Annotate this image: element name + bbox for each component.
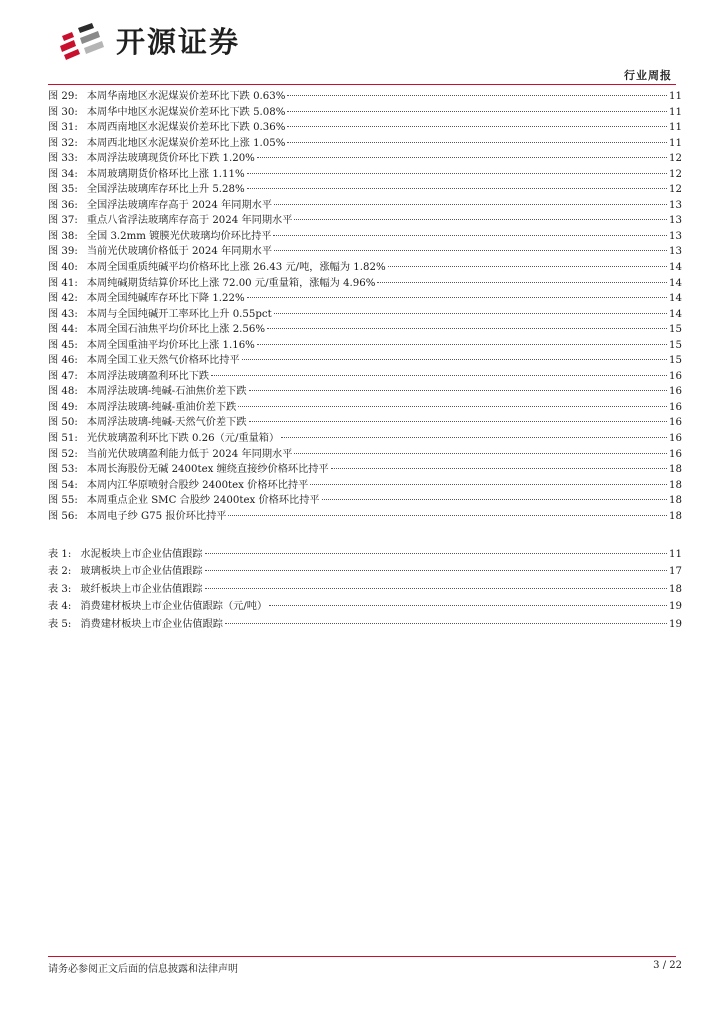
figure-entry[interactable] [48,509,682,525]
dot-leader [273,235,667,236]
figure-entry-title: 全国浮法玻璃库存高于 2024 年同期水平 [86,199,273,211]
figure-entry-number: 图 42: [48,293,78,305]
dot-leader [205,553,667,554]
figure-entry-number: 图 43: [48,308,78,320]
figure-entry-page: 13 [669,246,682,258]
figure-entry-page: 11 [669,91,682,102]
figure-entry-number: 图 44: [48,324,78,336]
figure-entry-title: 本周全国工业天然气价格环比持平 [86,355,240,367]
figure-entry-number: 图 50: [48,417,78,429]
table-entry-page: 11 [669,549,682,560]
figure-entry[interactable] [48,493,682,509]
figure-entry-number: 图 56: [48,510,78,522]
figure-entry-page: 18 [669,510,682,522]
company-name: 开源证券 [116,25,241,59]
dot-leader [281,437,667,438]
figure-entry-number: 图 45: [48,339,78,351]
table-entry[interactable] [48,546,682,563]
company-logo [58,22,240,62]
figure-entry-page: 13 [669,215,682,227]
dot-leader [249,421,668,422]
table-entry-title: 消费建材板块上市企业估值跟踪（元/吨） [80,601,268,613]
table-entry-number: 表 5: [48,618,72,630]
figure-entry-number: 图 32: [48,137,78,149]
figure-entry-title: 全国 3.2mm 镀膜光伏玻璃均价环比持平 [86,230,272,242]
figure-entry-title: 全国浮法玻璃库存环比上升 5.28% [86,184,245,196]
figure-entry-title: 本周浮法玻璃-纯碱-重油价差下跌 [86,401,237,413]
figure-entry-title: 本周纯碱期货结算价环比上涨 72.00 元/重量箱，涨幅为 4.96% [86,277,376,289]
table-entry-number: 表 4: [48,601,72,613]
figure-entry-page: 15 [669,355,682,367]
figure-entry-page: 16 [669,401,682,413]
figure-entry-number: 图 37: [48,215,78,227]
dot-leader [257,344,667,345]
figure-entry[interactable] [48,167,682,183]
figure-entry-page: 11 [669,122,682,134]
figure-entry[interactable] [48,136,682,152]
figure-entry[interactable] [48,447,682,463]
figure-entry[interactable] [48,431,682,447]
table-entry-title: 玻璃板块上市企业估值跟踪 [80,566,203,578]
figure-entry-title: 本周浮法玻璃现货价环比下跌 1.20% [86,153,255,165]
figure-entry-title: 本周长海股份无碱 2400tex 缠绕直接纱价格环比持平 [86,464,329,476]
dot-leader [287,95,667,96]
figure-entry[interactable] [48,105,682,121]
figure-entry[interactable] [48,213,682,229]
figure-entry-title: 本周与全国纯碱开工率环比上升 0.55pct [86,308,272,320]
figure-entry-page: 18 [669,495,682,507]
report-type-label: 行业周报 [624,69,672,82]
figure-entry-number: 图 30: [48,106,78,118]
figure-entry-title: 本周华南地区水泥煤炭价差环比下跌 0.63% [86,91,286,102]
figure-entry-number: 图 54: [48,479,78,491]
dot-leader [388,266,667,267]
figure-entry[interactable] [48,369,682,385]
figure-entry-title: 本周西南地区水泥煤炭价差环比下跌 0.36% [86,122,286,134]
figure-entry-page: 12 [669,168,682,180]
table-entry-page: 19 [669,618,682,630]
figure-entry-title: 本周浮法玻璃-纯碱-石油焦价差下跌 [86,386,247,398]
figure-entry-title: 重点八省浮法玻璃库存高于 2024 年同期水平 [86,215,293,227]
figure-entry-title: 本周华中地区水泥煤炭价差环比下跌 5.08% [86,106,286,118]
page-header [0,0,724,90]
table-entry[interactable] [48,563,682,580]
figure-entry-number: 图 34: [48,168,78,180]
figure-entry-title: 本周电子纱 G75 报价环比持平 [86,510,227,522]
figure-entry[interactable] [48,338,682,354]
dot-leader [377,282,667,283]
table-entry-title: 玻纤板块上市企业估值跟踪 [80,583,203,595]
figure-entry-page: 15 [669,339,682,351]
dot-leader [247,173,667,174]
figure-entry-page: 14 [669,277,682,289]
figure-entry-page: 14 [669,308,682,320]
footer-disclaimer: 请务必参阅正文后面的信息披露和法律声明 [48,964,238,975]
figure-entry-number: 图 46: [48,355,78,367]
page-number: 3 / 22 [653,960,682,971]
figure-entry-title: 当前光伏玻璃价格低于 2024 年同期水平 [86,246,273,258]
figure-entry-page: 13 [669,230,682,242]
dot-leader [294,453,667,454]
dot-leader [274,313,667,314]
figure-entry[interactable] [48,229,682,245]
table-list [48,546,682,633]
figure-entry-title: 本周全国石油焦平均价环比上涨 2.56% [86,324,266,336]
figure-entry-number: 图 39: [48,246,78,258]
figure-entry-number: 图 36: [48,199,78,211]
company-logo-icon [58,22,108,62]
dot-leader [322,499,667,500]
figure-entry[interactable] [48,462,682,478]
figure-entry-title: 本周全国纯碱库存环比下降 1.22% [86,293,245,305]
dot-leader [310,484,667,485]
table-entry-number: 表 2: [48,566,72,578]
figure-entry-title: 本周全国重质纯碱平均价格环比上涨 26.43 元/吨，涨幅为 1.82% [86,262,386,274]
figure-entry-page: 14 [669,262,682,274]
figure-entry-number: 图 49: [48,401,78,413]
figure-entry[interactable] [48,182,682,198]
figure-entry-number: 图 40: [48,262,78,274]
figure-entry-page: 16 [669,417,682,429]
figure-entry[interactable] [48,151,682,167]
figure-entry[interactable] [48,478,682,494]
dot-leader [238,406,667,407]
figure-entry-title: 本周全国重油平均价环比上涨 1.16% [86,339,255,351]
figure-entry-number: 图 35: [48,184,78,196]
figure-entry-page: 12 [669,153,682,165]
figure-entry-number: 图 31: [48,122,78,134]
figure-entry-number: 图 48: [48,386,78,398]
figure-entry[interactable] [48,89,682,105]
dot-leader [247,188,667,189]
figure-entry-number: 图 47: [48,370,78,382]
dot-leader [242,359,667,360]
figure-entry-page: 16 [669,386,682,398]
dot-leader [247,297,667,298]
table-entry-title: 水泥板块上市企业估值跟踪 [80,549,203,560]
figure-entry[interactable] [48,307,682,323]
figure-entry-page: 14 [669,293,682,305]
dot-leader [228,515,667,516]
dot-leader [205,588,667,589]
figure-list [48,89,682,524]
figure-entry[interactable] [48,120,682,136]
figure-entry-number: 图 41: [48,277,78,289]
figure-entry-title: 本周浮法玻璃盈利环比下跌 [86,370,210,382]
figure-entry-number: 图 55: [48,495,78,507]
dot-leader [287,111,667,112]
figure-entry[interactable] [48,198,682,214]
figure-entry-page: 15 [669,324,682,336]
figure-entry-title: 本周重点企业 SMC 合股纱 2400tex 价格环比持平 [86,495,320,507]
table-entry-title: 消费建材板块上市企业估值跟踪 [80,618,223,630]
figure-entry[interactable] [48,400,682,416]
figure-entry-page: 18 [669,479,682,491]
figure-entry-number: 图 51: [48,433,78,445]
figure-entry[interactable] [48,384,682,400]
figure-entry[interactable] [48,260,682,276]
figure-entry[interactable] [48,276,682,292]
footer-divider [48,956,676,957]
dot-leader [331,468,667,469]
dot-leader [269,605,667,606]
table-entry-number: 表 3: [48,583,72,595]
table-entry-number: 表 1: [48,549,72,560]
figure-entry-title: 本周玻璃期货价格环比上涨 1.11% [86,168,245,180]
figure-entry-title: 本周西北地区水泥煤炭价差环比上涨 1.05% [86,137,286,149]
figure-entry-page: 11 [669,106,682,118]
figure-entry-page: 16 [669,370,682,382]
dot-leader [211,375,667,376]
figure-entry-title: 本周浮法玻璃-纯碱-天然气价差下跌 [86,417,247,429]
figure-entry[interactable] [48,415,682,431]
figure-entry-number: 图 53: [48,464,78,476]
dot-leader [267,328,667,329]
figure-entry[interactable] [48,291,682,307]
table-entry[interactable] [48,616,682,633]
figure-entry-title: 光伏玻璃盈利环比下跌 0.26（元/重量箱） [86,433,280,445]
dot-leader [274,204,667,205]
figure-entry-page: 16 [669,448,682,460]
figure-entry-number: 图 38: [48,230,78,242]
figure-entry-page: 12 [669,184,682,196]
dot-leader [205,570,667,571]
figure-entry-title: 当前光伏玻璃盈利能力低于 2024 年同期水平 [86,448,293,460]
table-entry-page: 19 [669,601,682,613]
dot-leader [225,623,667,624]
figure-entry-page: 11 [669,137,682,149]
figure-entry[interactable] [48,244,682,260]
figure-entry-number: 图 29: [48,91,78,102]
dot-leader [294,219,667,220]
table-entry-page: 17 [669,566,682,578]
dot-leader [287,126,667,127]
table-entry[interactable] [48,598,682,615]
dot-leader [287,142,667,143]
dot-leader [274,250,667,251]
figure-entry-number: 图 33: [48,153,78,165]
figure-entry[interactable] [48,322,682,338]
header-divider [48,84,676,85]
figure-entry-number: 图 52: [48,448,78,460]
figure-entry-page: 13 [669,199,682,211]
dot-leader [257,157,667,158]
table-entry[interactable] [48,581,682,598]
figure-entry-page: 18 [669,464,682,476]
dot-leader [249,390,668,391]
figure-entry[interactable] [48,353,682,369]
table-entry-page: 18 [669,583,682,595]
figure-entry-page: 16 [669,433,682,445]
figure-entry-title: 本周内江华原喷射合股纱 2400tex 价格环比持平 [86,479,309,491]
